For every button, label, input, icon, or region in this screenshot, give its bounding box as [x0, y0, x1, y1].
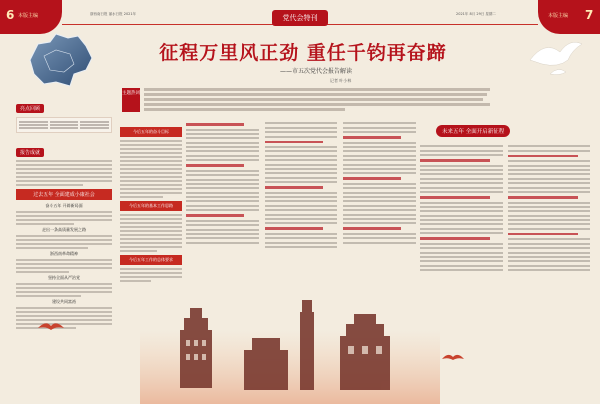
achievements-text [16, 160, 112, 186]
subtitle-5: 建设共同富裕 [52, 299, 76, 304]
subtitle-4: 坚持全面从严治党 [48, 275, 80, 280]
middle-column [120, 124, 182, 284]
subtitle-1: 奋斗五年 开辟新局面 [45, 203, 83, 208]
highlights-list [16, 117, 112, 133]
right-column [420, 118, 590, 273]
subtitle-3: 浙西南革命精神 [50, 251, 78, 256]
section-goals: 今后五年的奋斗目标 [120, 127, 182, 137]
left-column [16, 95, 112, 331]
section-past-five-years: 过去五年 全面建成小康社会 [16, 189, 112, 200]
page-headline: 征程万里风正劲 重任千钧再奋蹄 [159, 42, 447, 64]
red-bird-icon [440, 350, 466, 364]
right-page-label: 本版主编 [548, 13, 569, 19]
right-meta: 2021年 8月 29日 星期二 [456, 12, 496, 16]
summary-label: 主题热词 [122, 88, 140, 112]
summary-text [144, 88, 490, 116]
red-bird-icon [36, 318, 66, 334]
page-subheadline: ——市五次党代会报告解读 [280, 68, 353, 75]
future-five-years-pill: 未来五年 全面开启新征程 [436, 125, 510, 137]
highlights-tag: 亮点回顾 [16, 104, 44, 113]
byline: 记者 叶小林 [330, 78, 352, 83]
section-tab: 党代会特刊 [272, 10, 328, 26]
section-approach: 今后五年的基本工作思路 [120, 201, 182, 211]
left-page-number: 6 [6, 8, 15, 22]
left-meta: 浙西南日报 丽水日报 2021年 [90, 12, 137, 16]
city-skyline-illustration [140, 290, 440, 404]
article-body [186, 120, 416, 305]
right-page-number: 7 [585, 8, 594, 22]
dove-icon [520, 30, 590, 80]
left-page-label: 本版主编 [18, 13, 39, 19]
section-requirements: 今后五年工作的总体要求 [120, 255, 182, 265]
region-map-icon [20, 30, 100, 92]
achievements-tag: 报告成就 [16, 148, 44, 157]
subtitle-2: 走出一条高质量发展之路 [42, 227, 86, 232]
